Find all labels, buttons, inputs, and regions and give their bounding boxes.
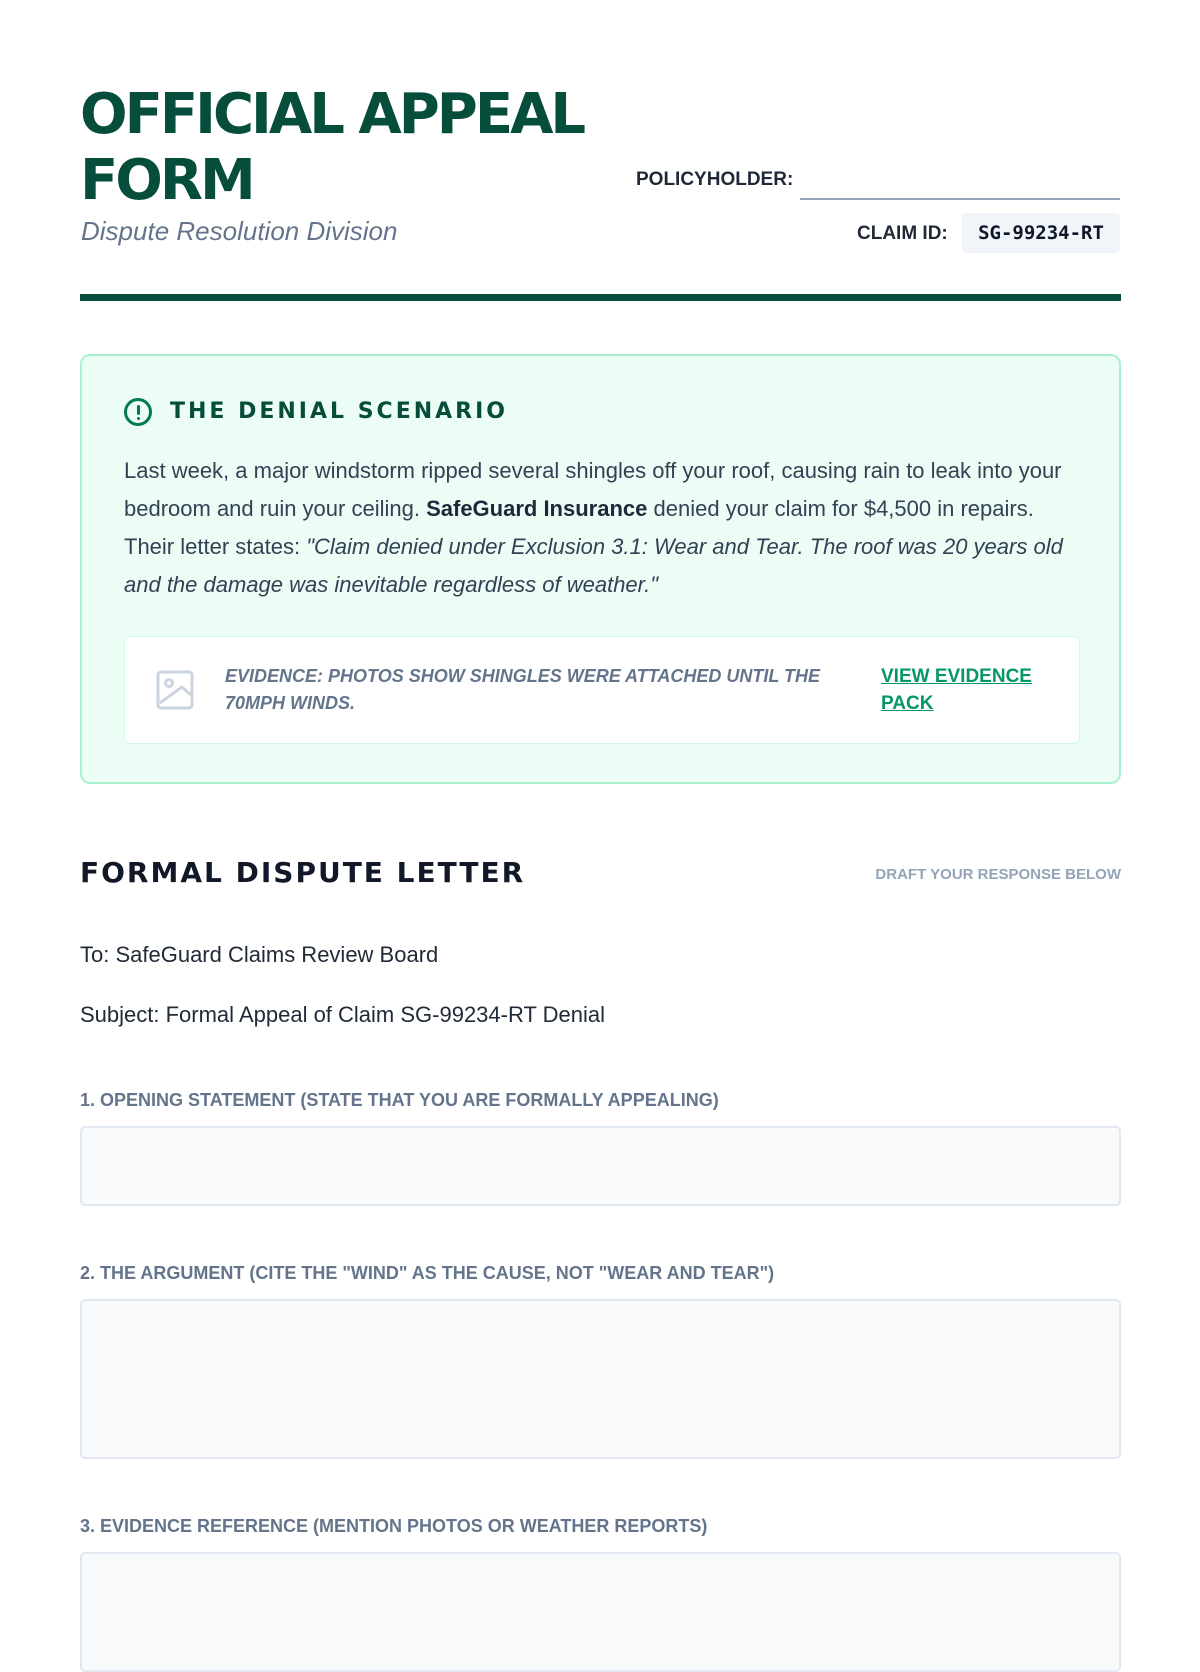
evidence-text: EVIDENCE: PHOTOS SHOW SHINGLES WERE ATTACHED UNTIL THE 70MPH WINDS. [225,666,821,713]
opening-statement-label: 1. OPENING STATEMENT (STATE THAT YOU ARE FORMALLY APPEALING) [80,1090,719,1110]
letter-heading: FORMAL DISPUTE LETTER [80,856,526,889]
scenario-title: THE DENIAL SCENARIO [170,399,508,424]
letter-to-line: To: SafeGuard Claims Review Board [80,942,439,967]
view-evidence-pack-link[interactable]: VIEW EVIDENCE PACK [881,666,1032,714]
claim-id-label: CLAIM ID: [857,223,948,244]
opening-statement-input[interactable] [80,1126,1121,1206]
page-subtitle: Dispute Resolution Division [81,216,398,246]
scenario-middle: denied your claim for $4,500 in repairs. Their letter states: [124,496,1034,559]
evidence-reference-input[interactable] [80,1552,1121,1672]
alert-circle-icon [124,398,152,426]
evidence-reference-label: 3. EVIDENCE REFERENCE (MENTION PHOTOS OR WEATHER REPORTS) [80,1516,708,1536]
policyholder-field[interactable] [800,198,1120,200]
scenario-description [124,452,1079,604]
denial-scenario-panel [80,354,1121,784]
policyholder-label: POLICYHOLDER: [636,169,794,190]
header-divider [80,294,1121,301]
image-icon [156,670,194,710]
argument-label: 2. THE ARGUMENT (CITE THE "WIND" AS THE CAUSE, NOT "WEAR AND TEAR") [80,1263,775,1283]
scenario-intro: Last week, a major windstorm ripped several shingles off your roof, causing rain to leak into your bedroom and ruin your ceiling. [124,458,1062,521]
draft-note: DRAFT YOUR RESPONSE BELOW [875,866,1121,883]
page-title: OFFICIAL APPEAL FORM [80,82,584,213]
argument-input[interactable] [80,1299,1121,1459]
claim-id-badge: SG-99234-RT [962,213,1120,253]
evidence-card [124,636,1080,744]
denial-quote: "Claim denied under Exclusion 3.1: Wear and Tear. The roof was 20 years old and the damage was inevitable regardless of weather." [124,534,1063,597]
insurer-name: SafeGuard Insurance [426,496,648,521]
letter-subject-line: Subject: Formal Appeal of Claim SG-99234-RT Denial [80,1002,605,1027]
